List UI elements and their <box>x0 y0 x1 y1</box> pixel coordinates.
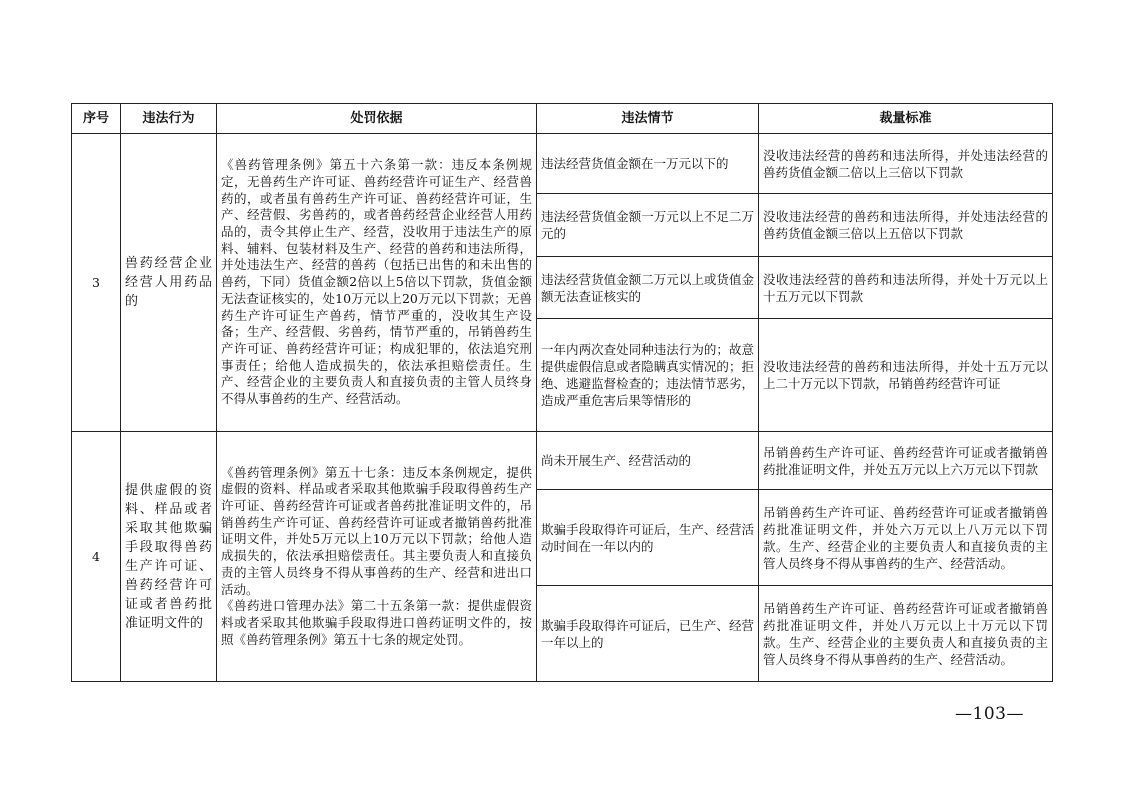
violation-circumstance: 违法经营货值金额二万元以上或货值金额无法查证核实的 <box>537 257 759 319</box>
header-basis: 处罚依据 <box>217 104 537 134</box>
basis-paragraph: 《兽药管理条例》第五十六条第一款：违反本条例规定，无兽药生产许可证、兽药经营许可证生产、经营兽药的，或者虽有兽药生产许可证、兽药经营许可证，生产、经营假、劣兽药的，或者兽药经营企业经营人用药品的，责令其停止生产、经营，没收用于违法生产的原料、辅料、包装材料及生产、经营的兽药和违法所得，并处违法生产、经营的兽药（包括已出售的和未出售的兽药，下同）货值金额2倍以上5倍以下罚款，货值金额无法查证核实的，处10万元以上20万元以下罚款；无兽药生产许可证生产兽药，情节严重的，没收其生产设备；生产、经营假、劣兽药，情节严重的，吊销兽药生产许可证、兽药经营许可证；构成犯罪的，依法追究刑事责任；给他人造成损失的，依法承担赔偿责任。生产、经营企业的主要负责人和直接负责的主管人员终身不得从事兽药的生产、经营活动。 <box>221 157 532 407</box>
discretion-standard: 吊销兽药生产许可证、兽药经营许可证或者撤销兽药批准证明文件，并处六万元以上八万元以下罚款。生产、经营企业的主要负责人和直接负责的主管人员终身不得从事兽药的生产、经营活动。 <box>759 490 1053 586</box>
violation-behavior: 兽药经营企业经营人用药品的 <box>121 134 217 432</box>
violation-circumstance: 尚未开展生产、经营活动的 <box>537 432 759 490</box>
table-header-row <box>72 104 1053 134</box>
discretion-standard: 没收违法经营的兽药和违法所得，并处违法经营的兽药货值金额二倍以上三倍以下罚款 <box>759 134 1053 194</box>
penalty-basis <box>217 432 537 682</box>
header-circumstance: 违法情节 <box>537 104 759 134</box>
penalty-table <box>71 103 1053 682</box>
basis-paragraph: 《兽药管理条例》第五十七条：违反本条例规定，提供虚假的资料、样品或者采取其他欺骗手段取得兽药生产许可证、兽药经营许可证或者兽药批准证明文件的，吊销兽药生产许可证、兽药经营许可证或者撤销兽药批准证明文件，并处5万元以上10万元以下罚款；给他人造成损失的，依法承担赔偿责任。其主要负责人和直接负责的主管人员终身不得从事兽药的生产、经营和进出口活动。 <box>221 464 532 597</box>
violation-circumstance: 违法经营货值金额在一万元以下的 <box>537 134 759 194</box>
violation-circumstance: 违法经营货值金额一万元以上不足二万元的 <box>537 194 759 257</box>
discretion-standard: 吊销兽药生产许可证、兽药经营许可证或者撤销兽药批准证明文件，并处八万元以上十万元以下罚款。生产、经营企业的主要负责人和直接负责的主管人员终身不得从事兽药的生产、经营活动。 <box>759 586 1053 682</box>
violation-circumstance: 欺骗手段取得许可证后，生产、经营活动时间在一年以内的 <box>537 490 759 586</box>
discretion-standard: 没收违法经营的兽药和违法所得，并处十五万元以上二十万元以下罚款，吊销兽药经营许可证 <box>759 319 1053 432</box>
header-behavior: 违法行为 <box>121 104 217 134</box>
table-row <box>72 134 1053 194</box>
header-standard: 裁量标准 <box>759 104 1053 134</box>
penalty-basis <box>217 134 537 432</box>
violation-circumstance: 一年内两次查处同种违法行为的；故意提供虚假信息或者隐瞒真实情况的；拒绝、逃避监督检查的；违法情节恶劣，造成严重危害后果等情形的 <box>537 319 759 432</box>
discretion-standard: 没收违法经营的兽药和违法所得，并处违法经营的兽药货值金额三倍以上五倍以下罚款 <box>759 194 1053 257</box>
table-row <box>72 432 1053 490</box>
header-no: 序号 <box>72 104 121 134</box>
violation-behavior: 提供虚假的资料、样品或者采取其他欺骗手段取得兽药生产许可证、兽药经营许可证或者兽药批准证明文件的 <box>121 432 217 682</box>
row-number: 4 <box>72 432 121 682</box>
violation-circumstance: 欺骗手段取得许可证后，已生产、经营一年以上的 <box>537 586 759 682</box>
row-number: 3 <box>72 134 121 432</box>
discretion-standard: 吊销兽药生产许可证、兽药经营许可证或者撤销兽药批准证明文件，并处五万元以上六万元以下罚款 <box>759 432 1053 490</box>
basis-paragraph: 《兽药进口管理办法》第二十五条第一款：提供虚假资料或者采取其他欺骗手段取得进口兽药证明文件的，按照《兽药管理条例》第五十七条的规定处罚。 <box>221 598 532 647</box>
discretion-standard: 没收违法经营的兽药和违法所得，并处十万元以上十五万元以下罚款 <box>759 257 1053 319</box>
page-number: —103— <box>955 704 1024 724</box>
